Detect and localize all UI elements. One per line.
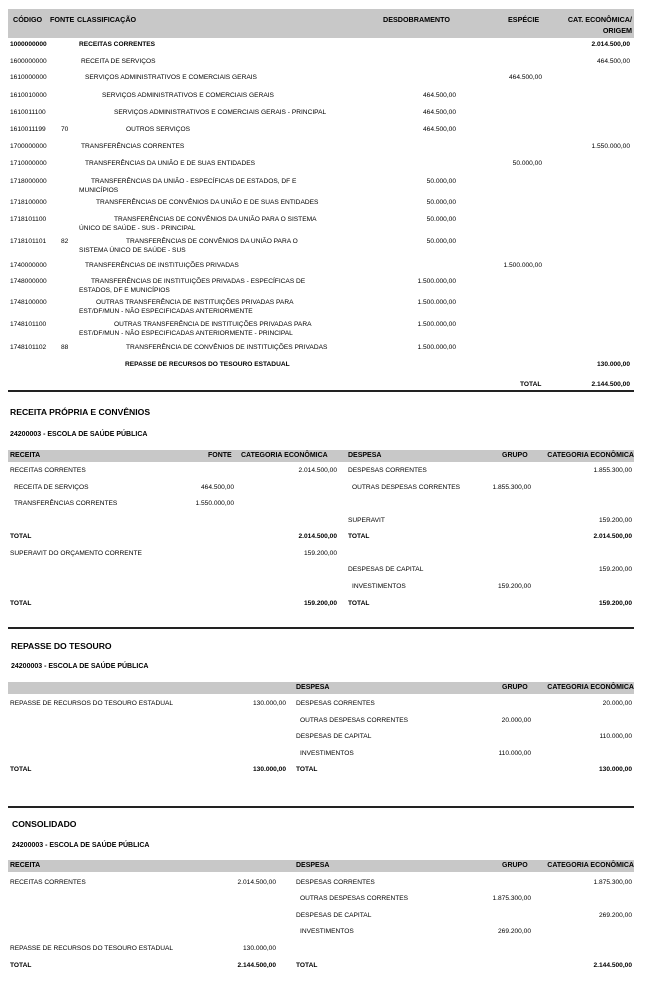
row-desdobramento: 1.500.000,00 [417,321,456,328]
con-h-grupo: GRUPO [502,862,528,869]
row-classificacao: OUTROS SERVIÇOS [126,126,190,133]
row-classificacao-cont: ÚNICO DE SAÚDE - SUS - PRINCIPAL [79,225,196,232]
row-desdobramento: 50.000,00 [426,199,456,206]
row-classificacao-cont: MUNICÍPIOS [79,187,119,194]
row-classificacao-cont: SISTEMA ÚNICO DE SAÚDE - SUS [79,247,186,254]
row-classificacao: RECEITA DE SERVIÇOS [81,58,156,65]
rp-lsupv: 159.200,00 [303,550,337,557]
row-code: 1610010000 [10,92,47,99]
rp-l2v: 464.500,00 [200,484,234,491]
rep-l1v: 130.000,00 [252,700,286,707]
row-especie: 1.500.000,00 [503,262,542,269]
rp-r3: SUPERAVIT [348,517,385,524]
rp-h-receita: RECEITA [10,452,41,459]
rp-rtotal: TOTAL [348,533,370,540]
section-title-receita-propria: RECEITA PRÓPRIA E CONVÊNIOS [10,407,151,417]
rp-r3v: 159.200,00 [598,517,632,524]
row-classificacao: TRANSFERÊNCIAS DE INSTITUIÇÕES PRIVADAS - ESPECÍFICAS DE [91,278,306,285]
row-classificacao: TRANSFERÊNCIAS DE CONVÊNIOS DA UNIÃO E DE SUAS ENTIDADES [96,199,319,206]
con-h-cat: CATEGORIA ECONÔMICA [547,862,634,869]
row-desdobramento: 1.500.000,00 [417,299,456,306]
top-total-value: 2.144.500,00 [591,381,630,388]
rp-h-cat: CATEGORIA ECONÔMICA [241,452,328,459]
row-desdobramento: 464.500,00 [422,126,456,133]
con-h-receita: RECEITA [10,862,41,869]
rp-r1v: 1.855.300,00 [593,467,632,474]
row-classificacao: TRANSFERÊNCIAS DE CONVÊNIOS DA UNIÃO PARA O SISTEMA [114,216,317,223]
row-classificacao: OUTRAS TRANSFERÊNCIA DE INSTITUIÇÕES PRIVADAS PARA [96,299,294,306]
rep-h-grupo: GRUPO [502,684,528,691]
row-fonte: 70 [61,126,69,133]
con-ltotal: TOTAL [10,962,32,969]
rp-ltotal2: TOTAL [10,600,32,607]
rp-r5: INVESTIMENTOS [352,583,406,590]
top-table-rule [8,390,634,392]
entity-receita-propria: 24200003 - ESCOLA DE SAÚDE PÚBLICA [10,431,148,438]
row-code: 1000000000 [10,41,47,48]
rep-h-cat: CATEGORIA ECONÔMICA [547,684,634,691]
row-classificacao: OUTRAS TRANSFERÊNCIA DE INSTITUIÇÕES PRIVADAS PARA [114,321,312,328]
rp-r2v: 1.855.300,00 [492,484,531,491]
con-h-despesa: DESPESA [296,862,330,869]
rp-ltotalv: 2.014.500,00 [298,533,337,540]
con-r2v: 1.875.300,00 [492,895,531,902]
rp-l1v: 2.014.500,00 [298,467,337,474]
con-r3v: 269.200,00 [598,912,632,919]
rp-ltotal: TOTAL [10,533,32,540]
row-code: 1748101102 [10,344,47,351]
rep-r2v: 20.000,00 [501,717,531,724]
rp-l1: RECEITAS CORRENTES [10,467,86,474]
row-code: 1610011100 [10,109,46,116]
rp-l2: RECEITA DE SERVIÇOS [14,484,89,491]
row-classificacao: REPASSE DE RECURSOS DO TESOURO ESTADUAL [125,361,290,368]
top-total-label: TOTAL [520,381,542,388]
row-fonte: 88 [61,344,69,351]
row-desdobramento: 50.000,00 [426,238,456,245]
row-desdobramento: 464.500,00 [422,109,456,116]
row-code: 1748100000 [10,299,47,306]
header-especie: ESPÉCIE [508,15,540,24]
rp-rtotal2v: 159.200,00 [598,600,632,607]
header-codigo: CÓDIGO [13,15,43,24]
rp-lsup: SUPERAVIT DO ORÇAMENTO CORRENTE [10,550,142,557]
row-cat-economica: 2.014.500,00 [591,41,630,48]
header-classificacao: CLASSIFICAÇÃO [77,15,137,24]
con-l1v: 2.014.500,00 [237,879,276,886]
section-title-consolidado: CONSOLIDADO [12,819,77,829]
rep-rtotalv: 130.000,00 [598,766,632,773]
con-r4v: 269.200,00 [497,928,531,935]
row-classificacao: TRANSFERÊNCIA DE CONVÊNIOS DE INSTITUIÇÕES PRIVADAS [126,344,328,351]
row-especie: 50.000,00 [512,160,542,167]
row-desdobramento: 50.000,00 [426,216,456,223]
row-code: 1748101100 [10,321,47,328]
rep-r4: INVESTIMENTOS [300,750,354,757]
rep-h-despesa: DESPESA [296,684,330,691]
rp-h-despesa: DESPESA [348,452,382,459]
rp-rtotal2: TOTAL [348,600,370,607]
row-code: 1748000000 [10,278,47,285]
rp-r2: OUTRAS DESPESAS CORRENTES [352,484,461,491]
con-ltotalv: 2.144.500,00 [237,962,276,969]
row-classificacao: RECEITAS CORRENTES [79,41,156,48]
rp-l3: TRANSFERÊNCIAS CORRENTES [14,500,118,507]
con-r1: DESPESAS CORRENTES [296,879,375,886]
rp-h-fonte: FONTE [208,452,232,459]
header-desdobramento: DESDOBRAMENTO [383,15,450,24]
rep-r3: DESPESAS DE CAPITAL [296,733,372,740]
header-cat-economica: CAT. ECONÔMICA/ [567,15,632,24]
rep-l1: REPASSE DE RECURSOS DO TESOURO ESTADUAL [10,700,174,707]
rp-h-grupo: GRUPO [502,452,528,459]
row-code: 1718101100 [10,216,47,223]
row-desdobramento: 50.000,00 [426,178,456,185]
rp-r4v: 159.200,00 [598,566,632,573]
rp-l3v: 1.550.000,00 [195,500,234,507]
con-r3: DESPESAS DE CAPITAL [296,912,372,919]
rp-h-cat2: CATEGORIA ECONÔMICA [547,452,634,459]
row-cat-economica: 130.000,00 [596,361,630,368]
row-code: 1700000000 [10,143,47,150]
rep-r1v: 20.000,00 [602,700,632,707]
row-classificacao: TRANSFERÊNCIAS DA UNIÃO - ESPECÍFICAS DE ESTADOS, DF E [91,178,297,185]
row-code: 1610000000 [10,74,47,81]
row-classificacao: TRANSFERÊNCIAS DE CONVÊNIOS DA UNIÃO PARA O [126,238,298,245]
row-classificacao-cont: EST/DF/MUN - NÃO ESPECIFICADAS ANTERIORMENTE [79,308,253,315]
rp-r4: DESPESAS DE CAPITAL [348,566,424,573]
header-fonte: FONTE [50,15,75,24]
row-classificacao: SERVIÇOS ADMINISTRATIVOS E COMERCIAIS GERAIS [102,92,274,99]
con-r1v: 1.875.300,00 [593,879,632,886]
entity-consolidado: 24200003 - ESCOLA DE SAÚDE PÚBLICA [12,842,150,849]
con-rtotal: TOTAL [296,962,318,969]
row-desdobramento: 1.500.000,00 [417,278,456,285]
row-code: 1610011199 [10,126,46,133]
row-cat-economica: 464.500,00 [596,58,630,65]
rep-ltotal: TOTAL [10,766,32,773]
section-title-repasse: REPASSE DO TESOURO [11,641,112,651]
row-cat-economica: 1.550.000,00 [591,143,630,150]
rep-r3v: 110.000,00 [599,733,632,740]
row-classificacao: SERVIÇOS ADMINISTRATIVOS E COMERCIAIS GERAIS - PRINCIPAL [114,109,327,116]
con-l2: REPASSE DE RECURSOS DO TESOURO ESTADUAL [10,945,174,952]
rp-r5v: 159.200,00 [497,583,531,590]
row-code: 1718101101 [10,238,47,245]
con-l2v: 130.000,00 [242,945,276,952]
header-origem: ORIGEM [602,26,632,35]
row-code: 1740000000 [10,262,47,269]
row-classificacao: SERVIÇOS ADMINISTRATIVOS E COMERCIAIS GERAIS [85,74,257,81]
rp-r1: DESPESAS CORRENTES [348,467,427,474]
row-desdobramento: 1.500.000,00 [417,344,456,351]
rep-r4v: 110.000,00 [498,750,531,757]
row-classificacao: TRANSFERÊNCIAS DA UNIÃO E DE SUAS ENTIDADES [85,160,256,167]
con-rtotalv: 2.144.500,00 [593,962,632,969]
rp-rtotalv: 2.014.500,00 [593,533,632,540]
row-code: 1710000000 [10,160,47,167]
row-classificacao: TRANSFERÊNCIAS DE INSTITUIÇÕES PRIVADAS [85,262,239,269]
row-desdobramento: 464.500,00 [422,92,456,99]
con-r2: OUTRAS DESPESAS CORRENTES [300,895,409,902]
row-classificacao-cont: ESTADOS, DF E MUNICÍPIOS [79,287,170,294]
row-code: 1718100000 [10,199,47,206]
row-classificacao: TRANSFERÊNCIAS CORRENTES [81,143,185,150]
rp-ltotal2v: 159.200,00 [303,600,337,607]
row-code: 1718000000 [10,178,47,185]
con-r4: INVESTIMENTOS [300,928,354,935]
entity-repasse: 24200003 - ESCOLA DE SAÚDE PÚBLICA [11,663,149,670]
rep-rtotal: TOTAL [296,766,318,773]
rp-bottom-rule [8,627,634,629]
rep-bottom-rule [8,806,634,808]
rep-r1: DESPESAS CORRENTES [296,700,375,707]
row-code: 1600000000 [10,58,47,65]
con-l1: RECEITAS CORRENTES [10,879,86,886]
rep-r2: OUTRAS DESPESAS CORRENTES [300,717,409,724]
row-especie: 464.500,00 [508,74,542,81]
rep-ltotalv: 130.000,00 [252,766,286,773]
row-fonte: 82 [61,238,69,245]
row-classificacao-cont: EST/DF/MUN - NÃO ESPECIFICADAS ANTERIORMENTE - PRINCIPAL [79,330,293,337]
